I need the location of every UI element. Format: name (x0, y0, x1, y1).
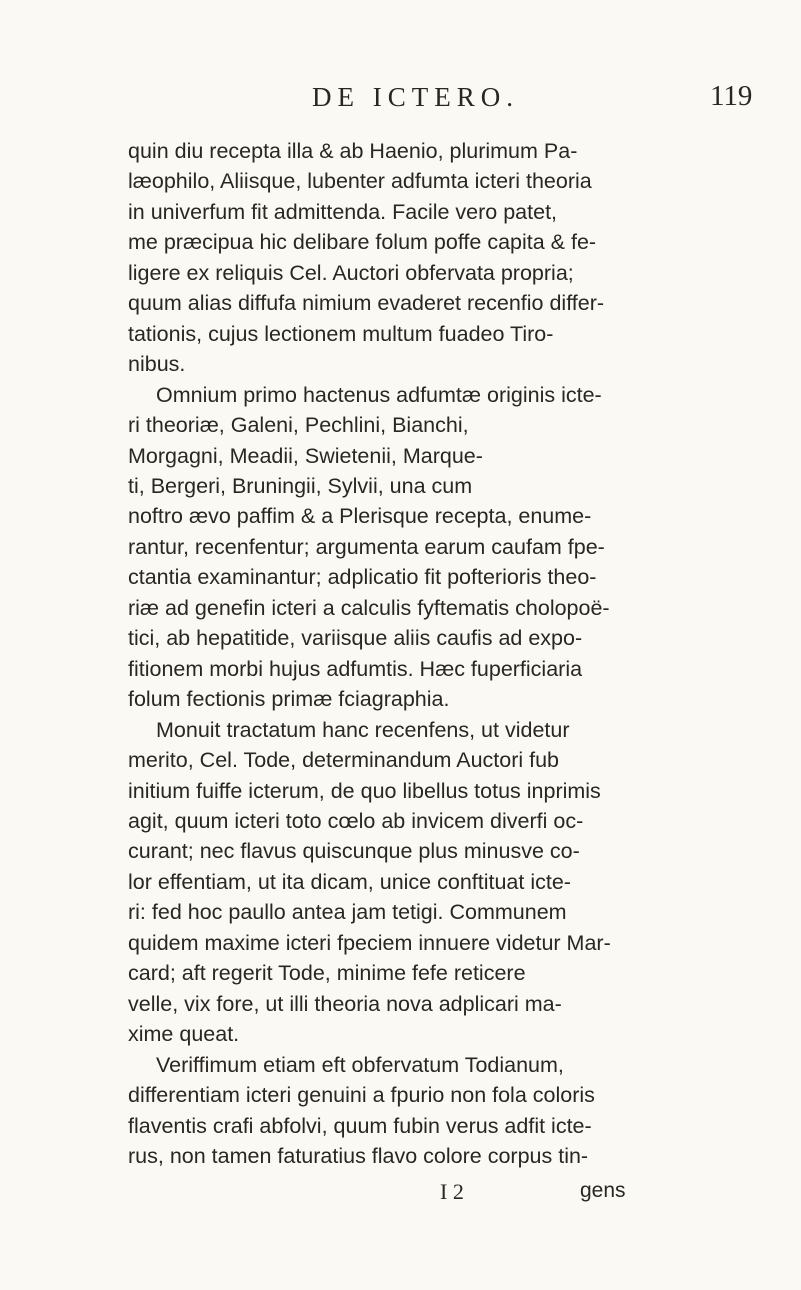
text-line: ri theoriæ, Galeni, Pechlini, Bianchi, (128, 413, 469, 438)
text-line: flaventis crafi abfolvi, quum fubin verus adfit icte- (128, 1113, 592, 1138)
body-text (128, 136, 666, 1171)
text-line: Morgagni, Meadii, Swietenii, Marque- (128, 443, 483, 468)
text-line: ligere ex reliquis Cel. Auctori obfervata propria; (128, 260, 574, 285)
text-line: xime queat. (128, 1022, 240, 1047)
text-line: lor effentiam, ut ita dicam, unice conftituat icte- (128, 869, 571, 894)
text-line: folum fectionis primæ fciagraphia. (128, 687, 450, 712)
text-line: riæ ad genefin icteri a calculis fyftematis cholopoë- (128, 595, 610, 620)
text-line: rantur, recenfentur; argumenta earum caufam fpe- (128, 534, 605, 559)
paragraph-start-line: Veriffimum etiam eft obfervatum Todianum, (156, 1052, 564, 1077)
text-line: tationis, cujus lectionem multum fuadeo Tiro- (128, 321, 554, 346)
catchword: gens (580, 1179, 626, 1202)
text-line: læophilo, Aliisque, lubenter adfumta icteri theoria (128, 169, 592, 194)
paragraph-start-line: Monuit tractatum hanc recenfens, ut videtur (156, 717, 570, 742)
text-line: in univerfum fit admittenda. Facile vero patet, (128, 199, 558, 224)
page-footer (128, 1179, 666, 1209)
text-line: ri: fed hoc paullo antea jam tetigi. Communem (128, 900, 567, 925)
text-line: fitionem morbi hujus adfumtis. Hæc fuperficiaria (128, 656, 583, 681)
paragraph-start-line: Omnium primo hactenus adfumtæ originis icte- (156, 382, 602, 407)
text-line: initium fuiffe icterum, de quo libellus totus inprimis (128, 778, 601, 803)
text-line: quin diu recepta illa & ab Haenio, plurimum Pa- (128, 139, 578, 163)
text-line: merito, Cel. Tode, determinandum Auctori fub (128, 748, 560, 773)
text-line: tici, ab hepatitide, variisque aliis caufis ad expo- (128, 626, 583, 651)
text-line: ctantia examinantur; adplicatio fit pofterioris theo- (128, 565, 597, 590)
text-line: velle, vix fore, ut illi theoria nova adplicari ma- (128, 991, 562, 1016)
running-head: DE ICTERO. (312, 82, 519, 112)
text-line: nibus. (128, 352, 186, 377)
text-line: curant; nec flavus quiscunque plus minusve co- (128, 839, 580, 864)
text-line: quidem maxime icteri fpeciem innuere videtur Mar- (128, 930, 611, 955)
text-line: differentiam icteri genuini a fpurio non fola coloris (128, 1083, 595, 1108)
text-line: ti, Bergeri, Bruningii, Sylvii, una cum (128, 473, 473, 498)
text-line: card; aft regerit Tode, minime fefe reticere (128, 961, 526, 986)
text-line: agit, quum icteri toto cœlo ab invicem diverfi oc- (128, 808, 584, 833)
text-line: quum alias diffufa nimium evaderet recenfio differ- (128, 291, 605, 316)
text-line: noftro ævo paffim & a Plerisque recepta, enume- (128, 504, 592, 529)
text-line: rus, non tamen faturatius flavo colore corpus tin- (128, 1143, 589, 1168)
text-line: me præcipua hic delibare folum poffe capita & fe- (128, 230, 597, 255)
signature-mark: I 2 (440, 1179, 464, 1204)
page-number: 119 (710, 80, 753, 112)
